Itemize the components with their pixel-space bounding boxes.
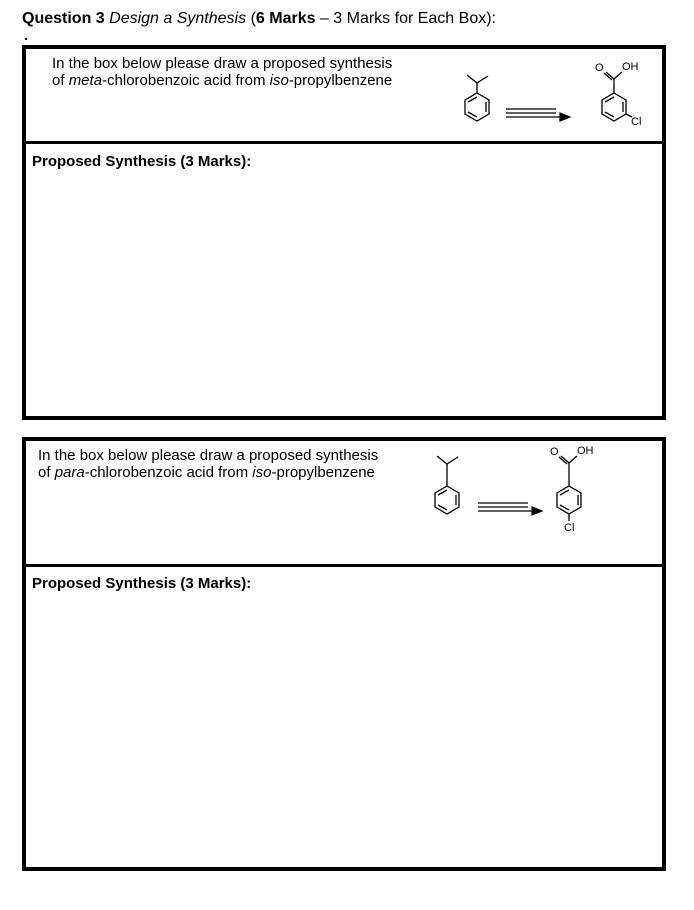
instruction-line-2: of meta-chlorobenzoic acid from iso-propylbenzene xyxy=(52,72,393,89)
marks-total: 6 Marks xyxy=(255,10,316,27)
question-number: Question 3 xyxy=(22,10,105,27)
box-meta xyxy=(22,45,666,420)
isopropylbenzene-structure xyxy=(435,456,459,514)
carbonyl-o-label: O xyxy=(595,62,604,74)
para-reaction-scheme xyxy=(426,441,626,561)
marks-open: ( xyxy=(250,10,256,27)
box-para-instructions xyxy=(38,447,378,481)
box-meta-instructions xyxy=(52,55,392,89)
reaction-arrow-icon xyxy=(506,109,570,121)
question-heading xyxy=(22,10,496,28)
hydroxyl-label: OH xyxy=(577,445,594,457)
instruction-line-2: of para-chlorobenzoic acid from iso-propylbenzene xyxy=(38,464,375,481)
isopropylbenzene-structure xyxy=(465,75,489,121)
chlorine-label: Cl xyxy=(564,522,575,534)
stray-dot xyxy=(25,38,27,40)
box-para-prompt-panel xyxy=(26,441,662,567)
carbonyl-o-label: O xyxy=(550,446,559,458)
chlorine-label: Cl xyxy=(631,116,642,128)
box-para xyxy=(22,437,666,871)
hydroxyl-label: OH xyxy=(622,61,639,73)
chlorobenzoic-acid-structure xyxy=(557,456,581,521)
instruction-line-1: In the box below please draw a proposed synthesis xyxy=(52,55,393,72)
box-meta-answer-label: Proposed Synthesis (3 Marks): xyxy=(32,153,252,170)
question-topic: Design a Synthesis xyxy=(109,10,247,27)
meta-reaction-scheme xyxy=(446,49,646,139)
box-para-answer-label: Proposed Synthesis (3 Marks): xyxy=(32,575,252,592)
reaction-arrow-icon xyxy=(478,503,542,515)
marks-rest: – 3 Marks for Each Box): xyxy=(315,10,496,27)
instruction-line-1: In the box below please draw a proposed synthesis xyxy=(38,447,379,464)
chlorobenzoic-acid-structure xyxy=(602,72,632,121)
box-meta-prompt-panel xyxy=(26,49,662,144)
